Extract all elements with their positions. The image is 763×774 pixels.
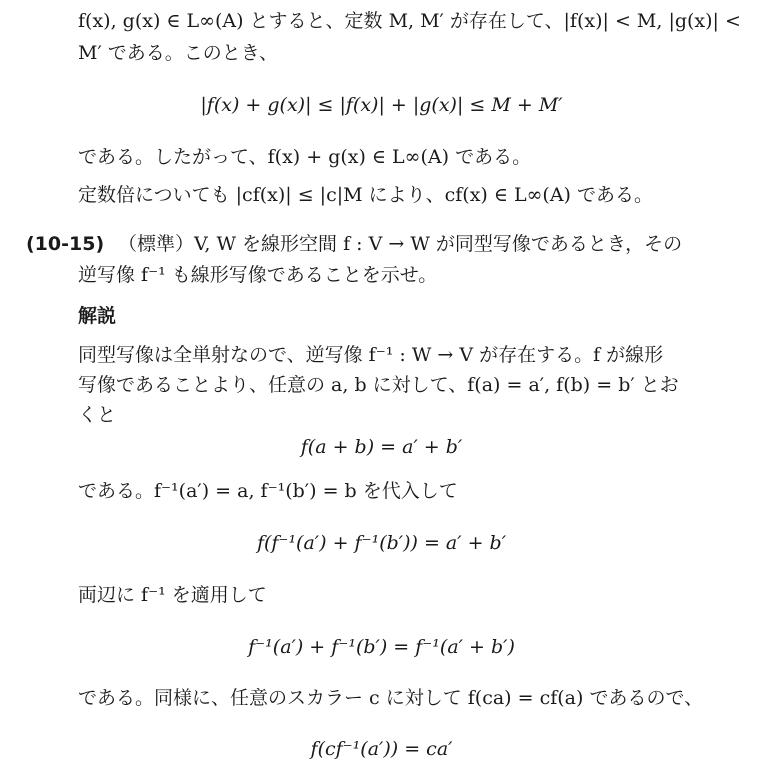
display-equation: f(cf⁻¹(a′)) = ca′: [310, 738, 453, 760]
section-heading: 解説: [78, 305, 117, 327]
text-line: 両辺に f⁻¹ を適用して: [78, 584, 267, 606]
problem-statement: 逆写像 f⁻¹ も線形写像であることを示せ。: [78, 264, 438, 286]
display-equation: f(f⁻¹(a′) + f⁻¹(b′)) = a′ + b′: [256, 532, 507, 554]
text-line: f(x), g(x) ∈ L∞(A) とすると、定数 M, M′ が存在して、|f(x)| < M, |g(x)| <: [78, 10, 741, 32]
display-equation: f(a + b) = a′ + b′: [300, 436, 463, 458]
problem-number: (10-15): [26, 233, 105, 255]
text-line: である。したがって、f(x) + g(x) ∈ L∞(A) である。: [78, 146, 532, 168]
text-line: M′ である。このとき、: [78, 42, 279, 64]
text-line: である。同様に、任意のスカラー c に対して f(ca) = cf(a) であるので、: [78, 687, 704, 709]
text-line: である。f⁻¹(a′) = a, f⁻¹(b′) = b を代入して: [78, 480, 458, 502]
problem-statement: （標準）V, W を線形空間 f : V → W が同型写像であるとき，その: [118, 233, 683, 255]
text-line: 定数倍についても |cf(x)| ≤ |c|M により、cf(x) ∈ L∞(A) である。: [78, 184, 654, 206]
text-line: 写像であることより、任意の a, b に対して、f(a) = a′, f(b) = b′ とお: [78, 374, 679, 396]
display-equation: |f(x) + g(x)| ≤ |f(x)| + |g(x)| ≤ M + M′: [200, 94, 563, 116]
display-equation: f⁻¹(a′) + f⁻¹(b′) = f⁻¹(a′ + b′): [248, 636, 515, 658]
text-line: くと: [78, 404, 117, 426]
text-line: 同型写像は全単射なので、逆写像 f⁻¹ : W → V が存在する。f が線形: [78, 344, 664, 366]
